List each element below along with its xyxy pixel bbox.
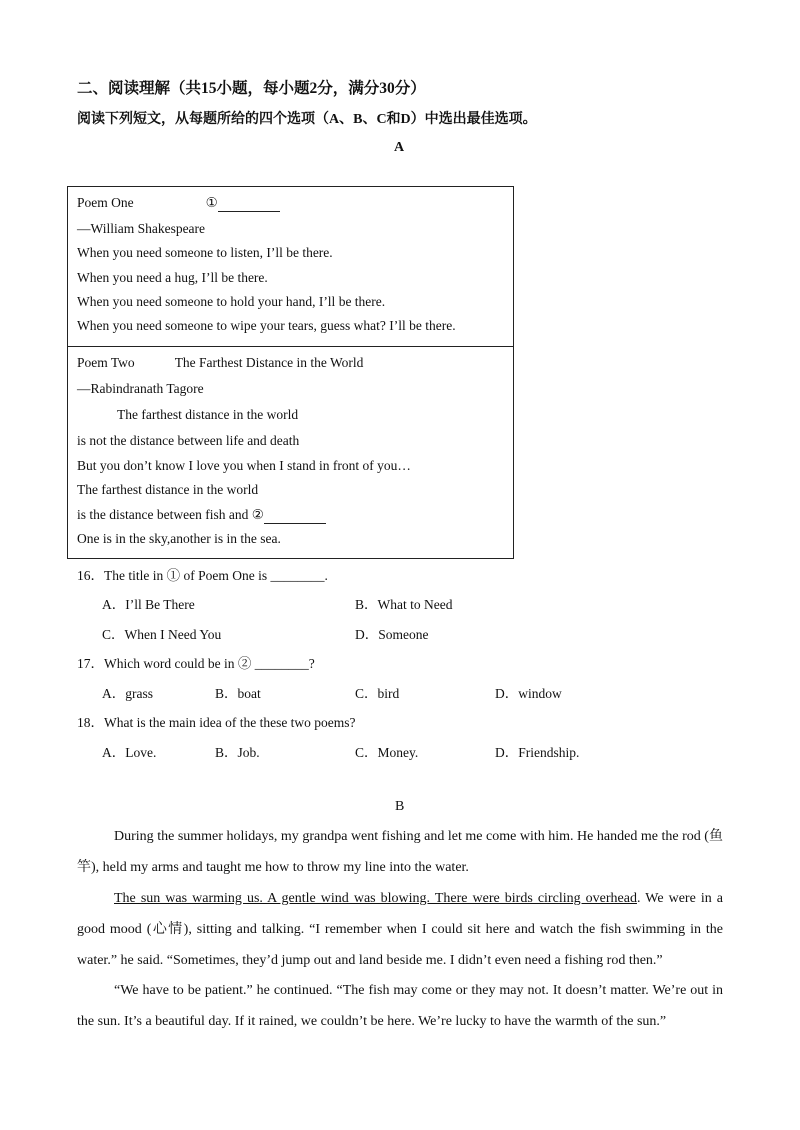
question-17-option-c[interactable]: C．bird	[355, 686, 400, 701]
poem-two-line: But you don’t know I love you when I stand in front of you…	[77, 458, 411, 473]
poem-one-author: —William Shakespeare	[77, 221, 206, 236]
poem-table-divider	[67, 346, 514, 347]
question-16-stem: 16．The title in ① of Poem One is ________.	[77, 568, 328, 583]
question-17-option-a[interactable]: A．grass	[102, 686, 153, 701]
question-18-option-a[interactable]: A．Love.	[102, 745, 157, 760]
question-16-option-d[interactable]: D．Someone	[355, 627, 429, 642]
section-instruction: 阅读下列短文，从每题所给的四个选项（A、B、C和D）中选出最佳选项。	[77, 112, 537, 127]
question-16-option-a[interactable]: A．I’ll Be There	[102, 597, 195, 612]
passage-b-paragraph-2-rest: . We were in a good mood (心情), sitting and talking. “I remember when I could sit here and watch the fish swimming in the water.” he said. “Sometimes, they’d jump out and land beside me. I didn’t even need a fishing rod then.”	[77, 891, 723, 968]
poem-one-line: When you need someone to listen, I’ll be there.	[77, 245, 333, 260]
question-18-option-c[interactable]: C．Money.	[355, 745, 419, 760]
poem-one-heading-row	[77, 195, 280, 212]
question-17-option-b[interactable]: B．boat	[215, 686, 261, 701]
poem-one-line: When you need a hug, I’ll be there.	[77, 270, 268, 285]
question-17-stem: 17．Which word could be in ② ________?	[77, 656, 315, 671]
question-16-option-c[interactable]: C．When I Need You	[102, 627, 222, 642]
poem-two-title: The Farthest Distance in the World	[174, 355, 364, 370]
poem-two-line: is the distance between fish and ②	[77, 507, 264, 522]
poem-two-line-with-blank	[77, 507, 326, 524]
poem-one-heading: Poem One	[77, 195, 134, 210]
question-18-option-b[interactable]: B．Job.	[215, 745, 260, 760]
poem-two-line: One is in the sky,another is in the sea.	[77, 531, 281, 546]
poem-two-blank	[264, 507, 326, 524]
poem-table	[67, 186, 514, 559]
section-title: 二、阅读理解（共15小题，每小题2分，满分30分）	[77, 80, 426, 97]
question-18-option-d[interactable]: D．Friendship.	[495, 745, 580, 760]
question-17-option-d[interactable]: D．window	[495, 686, 562, 701]
passage-label-b: B	[395, 799, 405, 814]
underlined-sentence: The sun was warming us. A gentle wind was blowing. There were birds circling overhead	[114, 891, 637, 906]
poem-two-author: —Rabindranath Tagore	[77, 381, 204, 396]
passage-b-paragraph-3: “We have to be patient.” he continued. “The fish may come or they may not. It doesn’t matter. We’re out in the sun. It’s a beautiful day. If it rained, we couldn’t be here. We’re lucky to have the warmth of the sun.”	[77, 983, 723, 1029]
question-16-option-b[interactable]: B．What to Need	[355, 597, 453, 612]
poem-one-blank-marker: ①	[205, 195, 218, 210]
passage-label-a: A	[394, 140, 405, 155]
poem-one-title-blank	[218, 195, 280, 212]
passage-b-paragraph-2	[77, 883, 723, 976]
passage-b-paragraph-1: During the summer holidays, my grandpa went fishing and let me come with him. He handed me the rod (鱼竿), held my arms and taught me how to throw my line into the water.	[77, 829, 723, 875]
poem-two-line: The farthest distance in the world	[77, 482, 259, 497]
poem-two-heading: Poem Two	[77, 355, 135, 370]
question-18-stem: 18．What is the main idea of the these two poems?	[77, 715, 356, 730]
poem-two-heading-row	[77, 355, 363, 371]
poem-one-line: When you need someone to wipe your tears, guess what? I’ll be there.	[77, 318, 456, 333]
poem-two-line: is not the distance between life and death	[77, 433, 300, 448]
poem-two-line: The farthest distance in the world	[117, 407, 299, 422]
poem-one-line: When you need someone to hold your hand, I’ll be there.	[77, 294, 386, 309]
